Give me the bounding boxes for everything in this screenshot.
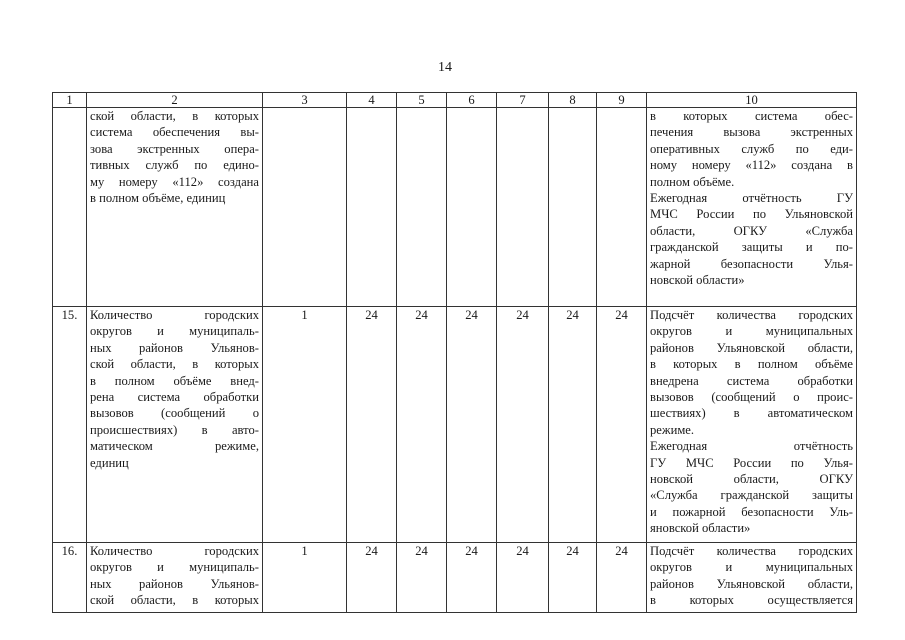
text-line: Подсчёт количества городских [650, 544, 853, 558]
value-cell: 24 [397, 307, 447, 543]
text-line: районов Ульяновской области, [650, 576, 853, 591]
value-cell: 24 [347, 543, 397, 613]
value-cell: 24 [447, 307, 497, 543]
text-line: в которых осуществляется [650, 593, 853, 608]
text-line: матическом режиме, [90, 439, 259, 454]
text-line: внедрена система обработки [650, 373, 853, 388]
table-row-continued [53, 108, 857, 307]
text-line: шествиях) в автоматическом [650, 406, 853, 421]
text-line: округов и муниципальных [650, 560, 853, 575]
text-line: яновской области» [650, 521, 751, 536]
value-cell: 24 [549, 543, 597, 613]
text-line: Количество городских [90, 308, 259, 322]
table-header-row [53, 93, 857, 108]
text-line: ской области, в которых [90, 109, 259, 123]
text-line: и пожарной безопасности Уль- [650, 504, 853, 519]
value-cell: 1 [263, 307, 347, 543]
value-cell: 24 [497, 543, 549, 613]
text-line: режиме. [650, 422, 695, 437]
text-line: происшествиях) в авто- [90, 422, 259, 437]
text-line: МЧС России по Ульяновской [650, 207, 853, 222]
text-line: округов и муниципаль- [90, 560, 259, 575]
value-cell: 24 [347, 307, 397, 543]
text-line: ных районов Ульянов- [90, 576, 259, 591]
text-line: округов и муниципальных [650, 324, 853, 339]
source-cell [647, 108, 857, 307]
text-line: рена система обработки [90, 390, 259, 405]
header-cell: 7 [497, 93, 549, 108]
indicator-name-cell [87, 307, 263, 543]
text-line: Ежегодная отчётность [650, 439, 853, 454]
text-line: новской области» [650, 273, 745, 288]
value-cell: 24 [497, 307, 549, 543]
header-cell: 8 [549, 93, 597, 108]
value-cell: 24 [597, 543, 647, 613]
header-cell: 6 [447, 93, 497, 108]
text-line: вызовов (сообщений о проис- [650, 390, 853, 405]
text-line: ных районов Ульянов- [90, 340, 259, 355]
text-line: му номеру «112» создана [90, 174, 259, 189]
text-line: ГУ МЧС России по Улья- [650, 455, 853, 470]
header-cell: 3 [263, 93, 347, 108]
value-cell: 24 [447, 543, 497, 613]
text-line: районов Ульяновской области, [650, 340, 853, 355]
text-line: тивных служб по едино- [90, 158, 259, 173]
text-line: жарной безопасности Улья- [650, 256, 853, 271]
text-line: ному номеру «112» создана в [650, 158, 853, 173]
text-line: в полном объёме внед- [90, 373, 259, 388]
text-line: «Служба гражданской защиты [650, 488, 853, 503]
text-line: вызовов (сообщений о [90, 406, 259, 421]
text-line: Подсчёт количества городских [650, 308, 853, 322]
source-cell [647, 543, 857, 613]
table-row-15 [53, 307, 857, 543]
text-line: округов и муниципаль- [90, 324, 259, 339]
value-cell: 24 [397, 543, 447, 613]
text-line: печения вызова экстренных [650, 125, 853, 140]
text-line: области, ОГКУ «Служба [650, 223, 853, 238]
value-cell: 24 [597, 307, 647, 543]
header-cell: 1 [53, 93, 87, 108]
text-line: Количество городских [90, 544, 259, 558]
text-line: новской области, ОГКУ [650, 472, 853, 487]
value-cell: 1 [263, 543, 347, 613]
header-cell: 5 [397, 93, 447, 108]
row-number: 15. [53, 307, 87, 543]
text-line: полном объёме. [650, 174, 735, 189]
row-number-cell [53, 108, 87, 307]
indicators-table [52, 92, 857, 613]
text-line: в которых система обес- [650, 109, 853, 123]
header-cell: 10 [647, 93, 857, 108]
text-line: ской области, в которых [90, 357, 259, 372]
text-line: в которых в полном объёме [650, 357, 853, 372]
indicator-name-cell [87, 108, 263, 307]
text-line: ской области, в которых [90, 593, 259, 608]
source-cell [647, 307, 857, 543]
text-line: в полном объёме, единиц [90, 191, 226, 206]
text-line: зова экстренных опера- [90, 141, 259, 156]
row-number: 16. [53, 543, 87, 613]
text-line: единиц [90, 455, 129, 470]
indicator-name-cell [87, 543, 263, 613]
text-line: Ежегодная отчётность ГУ [650, 191, 853, 206]
header-cell: 4 [347, 93, 397, 108]
value-cell: 24 [549, 307, 597, 543]
text-line: гражданской защиты и по- [650, 240, 853, 255]
header-cell: 2 [87, 93, 263, 108]
table-row-16 [53, 543, 857, 613]
page-number: 14 [438, 60, 452, 75]
text-line: оперативных служб по еди- [650, 141, 853, 156]
header-cell: 9 [597, 93, 647, 108]
text-line: система обеспечения вы- [90, 125, 259, 140]
